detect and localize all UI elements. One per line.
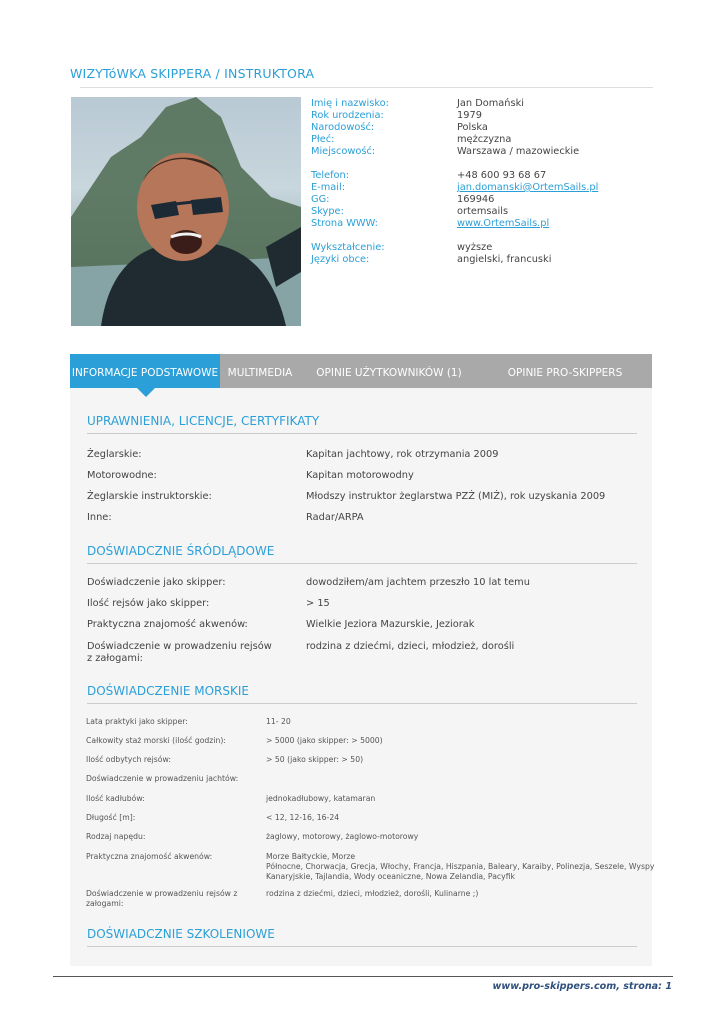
profile-photo [71,97,301,326]
profile-row-email [311,182,598,194]
profile-value: 169946 [457,194,495,205]
tab-bar [70,354,652,388]
profile-label: Narodowość: [311,122,375,133]
row-value: żaglowy, motorowy, żaglowo-motorowy [266,832,419,841]
row-label: Doświadczenie w prowadzeniu rejsów z załogami: [86,889,238,908]
row-value: jednokadłubowy, katamaran [266,794,376,803]
section-divider [87,563,637,564]
row-value: rodzina z dziećmi, dzieci, młodzież, dorośli [306,641,515,652]
section-divider [87,946,637,947]
row-label: Lata praktyki jako skipper: [86,717,188,726]
row-label: Doświadczenie jako skipper: [87,577,226,588]
section-title-training: DOŚWIADCZNIE SZKOLENIOWE [87,927,275,941]
row-label: Praktyczna znajomość akwenów: [87,619,248,630]
row-label: Doświadczenie w prowadzeniu rejsów z załogami: [87,641,272,664]
profile-label: Telefon: [311,170,350,181]
row-value: 11- 20 [266,717,291,726]
row-value: > 15 [306,598,330,609]
email-link[interactable]: jan.domanski@OrtemSails.pl [457,182,599,193]
profile-row-phone [311,170,598,182]
profile-row-gg [311,194,598,206]
title-divider [80,87,653,88]
row-label: Długość [m]: [86,813,136,822]
profile-row-website [311,218,598,230]
section-divider [87,433,637,434]
row-label: Żeglarskie instruktorskie: [87,491,212,502]
row-value: < 12, 12-16, 16-24 [266,813,340,822]
row-label: Inne: [87,512,112,523]
profile-value: +48 600 93 68 67 [457,170,547,181]
page-title: WIZYTóWKA SKIPPERA / INSTRUKTORA [70,66,315,81]
tab-user-opinions[interactable]: OPINIE UŻYTKOWNIKÓW (1) [316,367,462,379]
row-value: Radar/ARPA [306,512,364,523]
section-title-inland: DOŚWIADCZNIE ŚRÓDLĄDOWE [87,544,275,558]
spacer [311,158,598,170]
footer-divider [53,976,673,977]
profile-row-city [311,146,598,158]
row-label: Ilość kadłubów: [86,794,145,803]
row-value: Kapitan motorowodny [306,470,414,481]
profile-label: Płeć: [311,134,335,145]
tab-basic-info[interactable]: INFORMACJE PODSTAWOWE [70,354,220,388]
row-value: Młodszy instruktor żeglarstwa PZŻ (MIŻ), rok uzyskania 2009 [306,491,606,502]
profile-row-nationality [311,122,598,134]
profile-label: Strona WWW: [311,218,378,229]
profile-value: ortemsails [457,206,509,217]
row-label: Ilość rejsów jako skipper: [87,598,210,609]
profile-label: Skype: [311,206,344,217]
tab-multimedia[interactable]: MULTIMEDIA [227,367,293,379]
active-tab-indicator [137,388,155,397]
profile-row-gender [311,134,598,146]
profile-row-skype [311,206,598,218]
profile-label: GG: [311,194,330,205]
profile-row-education [311,242,598,254]
section-divider [87,703,637,704]
profile-label: Wykształcenie: [311,242,385,253]
profile-label: Imię i nazwisko: [311,98,389,109]
row-label: Rodzaj napędu: [86,832,146,841]
profile-value: mężczyzna [457,134,512,145]
profile-info [311,98,598,266]
profile-row-name [311,98,598,110]
row-label: Całkowity staż morski (ilość godzin): [86,736,226,745]
section-title-licenses: UPRAWNIENIA, LICENCJE, CERTYFIKATY [87,414,320,428]
row-value: dowodziłem/am jachtem przeszło 10 lat temu [306,577,530,588]
profile-value: Jan Domański [457,98,525,109]
row-label: Żeglarskie: [87,449,142,460]
profile-value: 1979 [457,110,482,121]
row-value: > 5000 (jako skipper: > 5000) [266,736,383,745]
row-value: > 50 (jako skipper: > 50) [266,755,364,764]
tab-pro-skippers-opinions[interactable]: OPINIE PRO-SKIPPERS [507,367,623,379]
website-link[interactable]: www.OrtemSails.pl [457,218,550,229]
profile-value: Warszawa / mazowieckie [457,146,580,157]
profile-row-birth-year [311,110,598,122]
row-value: Kapitan jachtowy, rok otrzymania 2009 [306,449,499,460]
section-title-sea: DOŚWIADCZENIE MORSKIE [87,684,249,698]
row-label: Ilość odbytych rejsów: [86,755,171,764]
profile-label: E-mail: [311,182,346,193]
profile-label: Miejscowość: [311,146,376,157]
row-value: Wielkie Jeziora Mazurskie, Jeziorak [306,619,475,630]
profile-value: angielski, francuski [457,254,552,265]
row-value: Morze Bałtyckie, Morze Północne, Chorwacja, Grecja, Włochy, Francja, Hiszpania, Baleary, Karaiby, Polinezja, Seszele, Wyspy Kanaryjskie, Tajlandia, Wody oceaniczne, Nowa Zelandia, Pacyfik [266,852,655,881]
row-label: Doświadczenie w prowadzeniu jachtów: [86,774,239,783]
row-value: rodzina z dziećmi, dzieci, młodzież, dorośli, Kulinarne ;) [266,889,479,898]
profile-label: Języki obce: [311,254,370,265]
profile-value: Polska [457,122,488,133]
profile-row-languages [311,254,598,266]
row-label: Motorowodne: [87,470,157,481]
row-label: Praktyczna znajomość akwenów: [86,852,213,861]
profile-label: Rok urodzenia: [311,110,384,121]
footer-text: www.pro-skippers.com, strona: 1 [492,981,672,992]
profile-value: wyższe [457,242,493,253]
spacer [311,230,598,242]
